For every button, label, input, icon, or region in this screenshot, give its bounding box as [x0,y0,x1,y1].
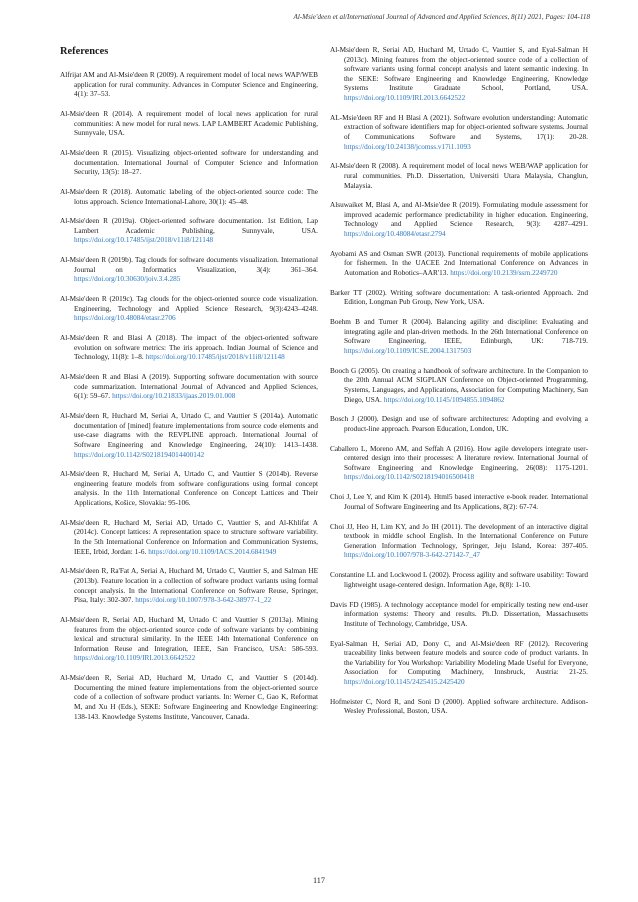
doi-link[interactable]: https://doi.org/10.1145/1094855.1094862 [383,395,505,404]
reference-text: Al-Msie'deen R, Seriai AD, Huchard M, Urtado C, Vauttier S, and Eyal-Salman H (2013c). Mining features from the object-oriented source code of a collection of software variants using formal concept analysis and latent semantic indexing. In the SEKE: Software Engineering and Knowledge Engineering, Knowledge Systems Institute Graduate School, Portland, USA. [330,46,588,93]
reference-entry [330,640,588,688]
reference-entry [60,674,318,722]
reference-entry [60,71,318,100]
reference-entry [330,571,588,590]
references-left-column [60,46,318,732]
reference-text: Ayobami AS and Osman SWR (2013). Functional requirements of mobile applications for fishermen. In the UACEE 2nd International Conference on Advances in Automation and Robotics–AAR'13. [330,249,588,278]
doi-link[interactable]: https://doi.org/10.1007/978-3-642-38977-1_22 [135,596,272,605]
reference-entry [330,367,588,405]
reference-text: Al-Msie'deen R (2015). Visualizing object-oriented software for understanding and documentation. International Journal of Computer Science and Information Security, 13(5): 18–27. [60,148,318,177]
reference-entry [60,616,318,664]
reference-entry [60,295,318,324]
reference-entry [60,334,318,363]
doi-link[interactable]: https://doi.org/10.24138/jcomss.v17i1.1093 [344,142,471,151]
reference-text: Al-Msie'deen R, Huchard M, Seriai A, Urtado C, and Vauttier S (2014a). Automatic documentation of [mined] feature implementations from source code elements and use-case diagrams with the REVPLINE approach. International Journal of Software Engineering and Knowledge Engineering, 24(10): 1413–1438. [60,412,318,449]
reference-entry [60,567,318,605]
reference-entry [330,523,588,561]
reference-entry [60,110,318,139]
reference-text: Davis FD (1985). A technology acceptance model for empirically testing new end-user information systems: Theory and results. Ph.D. Dissertation, Massachusetts Institute of Technology, Cambridge, USA. [330,600,588,628]
doi-link[interactable]: https://doi.org/10.1142/S0218194016500418 [344,473,475,482]
doi-link[interactable]: https://doi.org/10.1145/2425415.2425420 [344,677,465,686]
reference-entry [60,188,318,207]
reference-text: Al-Msie'deen R (2019c). Tag clouds for the object-oriented source code visualization. Engineering, Technology and Applied Science Research, 9(3):4243–4248. [60,295,318,313]
doi-link[interactable]: https://doi.org/10.21833/ijaas.2019.01.008 [112,392,236,401]
reference-text: Choi J, Lee Y, and Kim K (2014). Html5 based interactive e-book reader. International Journal of Software Engineering and Its Applications, 8(2): 67-74. [330,493,588,511]
reference-text: Caballero L, Moreno AM, and Seffah A (2016). How agile developers integrate user-centered design into their processes: A literature review. International Journal of Software Engineering and Knowledge Engineering, 26(08): 1175-1201. [330,444,588,472]
reference-text: Al-Msie'deen R (2019b). Tag clouds for software documents visualization. International Journal on Informatics Visualization, 3(4): 361–364. [60,256,318,274]
reference-text: Al-Msie'deen R (2014). A requirement model of local news application for rural communities: A new model for rural news. LAP LAMBERT Academic Publishing, Sunnyvale, USA. [60,109,318,138]
reference-entry [330,445,588,483]
reference-list-right [330,46,588,717]
reference-text: Bosch J (2000). Design and use of software architectures: Adopting and evolving a product-line approach. Pearson Education, London, UK. [330,415,588,433]
reference-text: Alfrijat AM and Al-Msie'deen R (2009). A requirement model of local news WAP/WEB application for rural community. Advances in Computer Science and Engineering, 4(1): 37–53. [60,71,318,99]
doi-link[interactable]: https://doi.org/10.2139/ssrn.2249720 [450,269,558,278]
reference-text: Al-Msie'deen R and Blasi A (2018). The impact of the object-oriented software evolution on software metrics: The iris approach. Indian Journal of Science and Technology, 11(8): 1–8. [60,334,318,362]
doi-link[interactable]: https://doi.org/10.1007/978-3-642-27142-7_47 [344,551,481,560]
reference-entry [60,470,318,508]
reference-entry [330,698,588,717]
reference-text: Al-Msie'deen R, Huchard M, Seriai AD, Urtado C, Vauttier S, and Al-Khlifat A (2014c). Concept lattices: A representation space to structure software variability. In the 5th International Conference on Information and Communication Systems, IEEE, Irbid, Jordan: 1-6. [60,518,318,556]
reference-entry [330,201,588,239]
doi-link[interactable]: https://doi.org/10.48084/etasr.2794 [344,230,446,239]
reference-entry [330,250,588,279]
reference-entry [330,289,588,308]
page-number: 117 [313,876,325,885]
reference-entry [330,114,588,152]
journal-header: Al-Msie'deen et al/International Journal of Advanced and Applied Sciences, 8(11) 2021, Pages: 104-118 [293,13,590,21]
doi-link[interactable]: https://doi.org/10.1109/IACS.2014.6841949 [148,547,277,556]
doi-link[interactable]: https://doi.org/10.17485/ijst/2018/v11i8/121148 [145,353,285,362]
doi-link[interactable]: https://doi.org/10.48084/etasr.2706 [74,314,176,323]
reference-text: AL-Msie'deen RF and H Blasi A (2021). Software evolution understanding: Automatic extraction of software identifiers map for object-oriented software systems. Journal of Communications Software and Systems, 17(1): 20-28. [330,113,588,141]
reference-entry [330,162,588,191]
reference-text: Booch G (2005). On creating a handbook of software architecture. In the Companion to the 20th Annual ACM SIGPLAN Conference on Object-oriented Programming, Systems, Languages, and Applications, Association for Computing Machinery, San Diego, USA. [330,366,588,404]
reference-text: Al-Msie'deen R (2019a). Object-oriented software documentation. 1st Edition, Lap Lambert Academic Publishing, Sunnyvale, USA. [60,217,318,235]
reference-entry [330,318,588,356]
reference-text: Barker TT (2002). Writing software documentation: A task-oriented Approach. 2nd Edition, Longman Pub Group, New York, USA. [330,288,588,307]
doi-link[interactable]: https://doi.org/10.17485/ijst/2018/v11i8/121148 [74,236,214,245]
reference-entry [60,373,318,402]
reference-text: Al-Msie'deen R (2018). Automatic labeling of the object-oriented source code: The lotus approach. Science International-Lahore, 30(1): 45–48. [60,187,318,206]
doi-link[interactable]: https://doi.org/10.1109/ICSE.2004.1317503 [344,346,472,355]
reference-entry [330,415,588,434]
doi-link[interactable]: https://doi.org/10.1142/S0218194014400142 [74,450,205,459]
reference-entry [60,256,318,285]
references-right-column [330,46,588,727]
doi-link[interactable]: https://doi.org/10.1109/IRI.2013.6642522 [344,93,466,102]
reference-entry [60,217,318,246]
reference-entry [60,149,318,178]
doi-link[interactable]: https://doi.org/10.1109/IRI.2013.6642522 [74,654,196,663]
doi-link[interactable]: https://doi.org/10.30630/joiv.3.4.285 [74,275,181,284]
reference-entry [60,519,318,557]
reference-entry [330,46,588,104]
reference-text: Hofmeister C, Nord R, and Soni D (2000). Applied software architecture. Addison-Wesley Professional, Boston, USA. [330,697,588,716]
reference-list-left [60,71,318,722]
reference-text: Al-Msie'deen R, Seriai AD, Huchard M, Urtado C and Vauttier S (2013a). Mining features from the object-oriented source code of software variants by combining lexical and structural similarity. In the IEEE 14th International Conference on Information Reuse and Integration, IEEE, San Francisco, USA: 586-593. [60,615,318,653]
reference-entry [330,601,588,630]
reference-entry [60,412,318,460]
reference-entry [330,493,588,512]
reference-text: Boehm B and Turner R (2004). Balancing agility and discipline: Evaluating and integrating agile and plan-driven methods. In the 26th International Conference on Software Engineering, IEEE, Edinburgh, UK: 718-719. [330,318,588,346]
reference-text: Eyal-Salman H, Seriai AD, Dony C, and Al-Msie'deen RF (2012). Recovering traceability links between feature models and source code of product variants. In the Variability for You Workshop: Variability Modeling Made Useful for Everyone, Association for Computing Machinery, Innsbruck, Austria: 21-25. [330,639,588,677]
reference-text: Al-Msie'deen R, Huchard M, Seriai A, Urtado C, and Vauttier S (2014b). Reverse engineering feature models from software configurations using formal concept analysis. In the 11th International Conference on Concept Lattices and Their Applications, Košice, Slovakia: 95-106. [60,470,318,508]
reference-text: Al-Msie'deen R and Blasi A (2019). Supporting software documentation with source code summarization. International Journal of Advanced and Applied Sciences, 6(1): 59–67. [60,373,318,401]
reference-text: Al-Msie'deen R, Ra'Fat A, Seriai A, Huchard M, Urtado C, Vauttier S, and Salman HE (2013b). Feature location in a collection of software product variants using formal concept analysis. In the International Conference on Software Reuse, Springer, Pisa, Italy: 302-307. [60,567,318,605]
reference-text: Choi JJ, Heo H, Lim KY, and Jo IH (2011). The development of an interactive digital textbook in middle school English. In the International Conference on Future Generation Information Technology, Springer, Jeju Island, Korea: 397-405. [330,522,588,550]
reference-text: Al-Msie'deen R (2008). A requirement model of local news WEB/WAP application for rural communities. Ph.D. Dissertation, Universiti Utara Malaysia, Changlun, Malaysia. [330,162,588,190]
reference-text: Alsuwaiket M, Blasi A, and Al-Msie'dee R (2019). Formulating module assessment for improved academic performance predictability in higher education. Engineering, Technology and Applied Science Research, 9(3): 4287–4291. [330,201,588,229]
reference-text: Constantine LL and Lockwood L (2002). Process agility and software usability: Toward lightweight usage-centered design. Information Age, 8(8): 1-10. [330,571,588,589]
references-heading: References [60,46,109,57]
reference-text: Al-Msie'deen R, Seriai AD, Huchard M, Urtado C, and Vauttier S (2014d). Documenting the mined feature implementations from the object-oriented source code of a collection of software product variants. In: Werner C, Gao K, Reformat M, and Xu H (Eds.), SEKE: Software Engineering and Knowledge Engineering: 138-143. Knowledge Systems Institute, Vancouver, Canada. [60,674,318,721]
